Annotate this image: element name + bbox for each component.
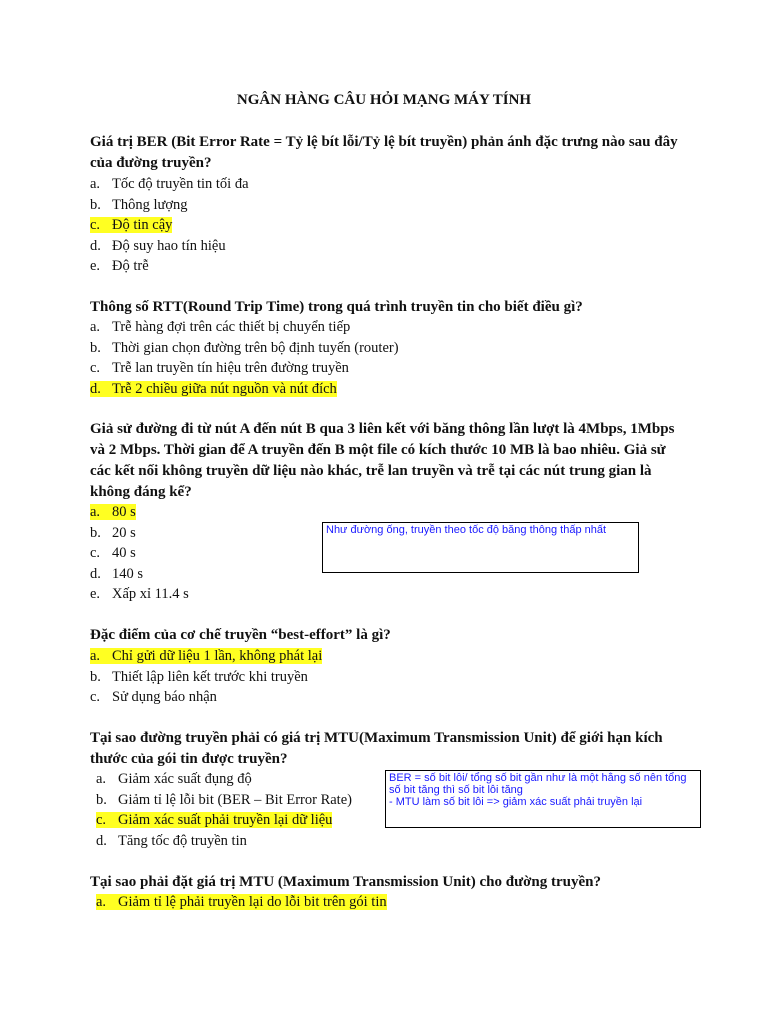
option-text: Tốc độ truyền tin tối đa xyxy=(112,176,249,192)
option-letter: d. xyxy=(90,565,101,582)
option-text: Chỉ gửi dữ liệu 1 lần, không phát lại xyxy=(112,648,323,664)
q6-option-a-answer xyxy=(96,892,387,913)
option-letter: a. xyxy=(90,504,101,520)
q2-option-d-answer xyxy=(90,379,399,400)
option-text: Xấp xỉ 11.4 s xyxy=(112,586,189,602)
option-letter: c. xyxy=(90,545,101,561)
question-2: Thông số RTT(Round Trip Time) trong quá trình truyền tin cho biết điều gì? xyxy=(90,299,583,315)
option-letter: d. xyxy=(96,832,107,849)
q3-option-e xyxy=(90,584,189,605)
q4-option-c xyxy=(90,687,322,708)
q1-options xyxy=(90,174,249,277)
option-letter: a. xyxy=(90,176,101,192)
option-text: Giảm tỉ lệ phải truyền lại do lỗi bit trên gói tin xyxy=(118,894,387,910)
q4-options xyxy=(90,646,322,708)
option-letter: a. xyxy=(90,319,101,335)
option-text: Độ suy hao tín hiệu xyxy=(112,237,226,254)
option-text: Giảm xác suất đụng độ xyxy=(118,771,252,787)
option-letter: a. xyxy=(96,771,107,787)
q4-option-a-answer xyxy=(90,646,322,667)
q2-options xyxy=(90,317,399,399)
option-text: Trễ hàng đợi trên các thiết bị chuyển tiếp xyxy=(112,319,351,335)
option-letter: e. xyxy=(90,586,101,602)
q1-option-b xyxy=(90,195,249,216)
option-text: Trễ lan truyền tín hiệu trên đường truyền xyxy=(112,360,349,376)
option-text: 80 s xyxy=(112,504,136,520)
q5-option-c-answer xyxy=(96,810,352,831)
option-text: Tăng tốc độ truyền tin xyxy=(118,832,247,849)
option-text: Thiết lập liên kết trước khi truyền xyxy=(112,668,308,685)
option-letter: c. xyxy=(90,689,101,705)
q4-option-b xyxy=(90,667,322,688)
q1-option-a xyxy=(90,174,249,195)
q5-option-d xyxy=(96,831,352,852)
question-1: Giá trị BER (Bit Error Rate = Tỷ lệ bít lỗi/Tỷ lệ bít truyền) phản ánh đặc trưng nào sau đây của đường truyền? xyxy=(90,134,678,171)
option-text: Giảm xác suất phải truyền lại dữ liệu xyxy=(118,812,333,828)
option-letter: c. xyxy=(96,812,107,828)
q1-option-d xyxy=(90,236,249,257)
option-text: Thông lượng xyxy=(112,196,188,213)
question-3: Giả sử đường đi từ nút A đến nút B qua 3 liên kết với băng thông lần lượt là 4Mbps, 1Mbps và 2 Mbps. Thời gian để A truyền đến B một file có kích thước 10 MB là bao nhiêu. Giả sử các kết nối không truyền dữ liệu nào khác, trễ lan truyền và trễ tại các nút trung gian là không đáng kể? xyxy=(90,421,675,500)
question-4: Đặc điểm của cơ chế truyền “best-effort” là gì? xyxy=(90,627,391,643)
option-text: 140 s xyxy=(112,565,144,582)
q6-options xyxy=(96,892,387,913)
option-text: Sử dụng báo nhận xyxy=(112,689,217,705)
option-text: Trễ 2 chiều giữa nút nguồn và nút đích xyxy=(112,380,337,397)
comment-box-mtu xyxy=(385,770,701,828)
q5-option-b xyxy=(96,790,352,811)
option-letter: b. xyxy=(90,196,101,213)
question-5: Tại sao đường truyền phải có giá trị MTU(Maximum Transmission Unit) để giới hạn kích thước của gói tin được truyền? xyxy=(90,730,663,767)
option-letter: b. xyxy=(96,791,107,808)
option-letter: b. xyxy=(90,524,101,541)
comment-line: - MTU làm số bit lỗi => giảm xác suất phải truyền lại xyxy=(389,796,643,808)
q2-option-b xyxy=(90,338,399,359)
option-letter: d. xyxy=(90,237,101,254)
option-text: Thời gian chọn đường trên bộ định tuyến (router) xyxy=(112,339,399,356)
question-6: Tại sao phải đặt giá trị MTU (Maximum Transmission Unit) cho đường truyền? xyxy=(90,874,601,890)
q1-option-c-answer xyxy=(90,215,249,236)
option-text: Giảm tỉ lệ lỗi bit (BER – Bit Error Rate) xyxy=(118,791,352,808)
option-text: 40 s xyxy=(112,545,136,561)
option-letter: c. xyxy=(90,360,101,376)
q3-option-d xyxy=(90,564,189,585)
option-letter: a. xyxy=(96,894,107,910)
q3-option-b xyxy=(90,523,189,544)
q3-option-c xyxy=(90,543,189,564)
page-title: NGÂN HÀNG CÂU HỎI MẠNG MÁY TÍNH xyxy=(236,92,532,108)
option-letter: a. xyxy=(90,648,101,664)
comment-box-bandwidth xyxy=(322,522,639,573)
option-letter: d. xyxy=(90,380,101,397)
option-letter: e. xyxy=(90,258,101,274)
option-text: 20 s xyxy=(112,524,136,541)
option-text: Độ tin cậy xyxy=(112,217,173,233)
comment-text: Như đường ống, truyền theo tốc độ băng thông thấp nhất xyxy=(326,524,607,536)
q2-option-c xyxy=(90,358,399,379)
q1-option-e xyxy=(90,256,249,277)
q5-options xyxy=(96,769,352,851)
option-text: Độ trễ xyxy=(112,258,149,274)
option-letter: b. xyxy=(90,668,101,685)
q3-option-a-answer xyxy=(90,502,189,523)
q5-option-a xyxy=(96,769,352,790)
option-letter: b. xyxy=(90,339,101,356)
q3-options xyxy=(90,502,189,605)
comment-line: số bit tăng thì số bit lỗi tăng xyxy=(389,784,523,796)
option-letter: c. xyxy=(90,217,101,233)
q2-option-a xyxy=(90,317,399,338)
comment-line: BER = số bit lỗi/ tổng số bit gần như là một hằng số nên tổng xyxy=(389,772,687,784)
